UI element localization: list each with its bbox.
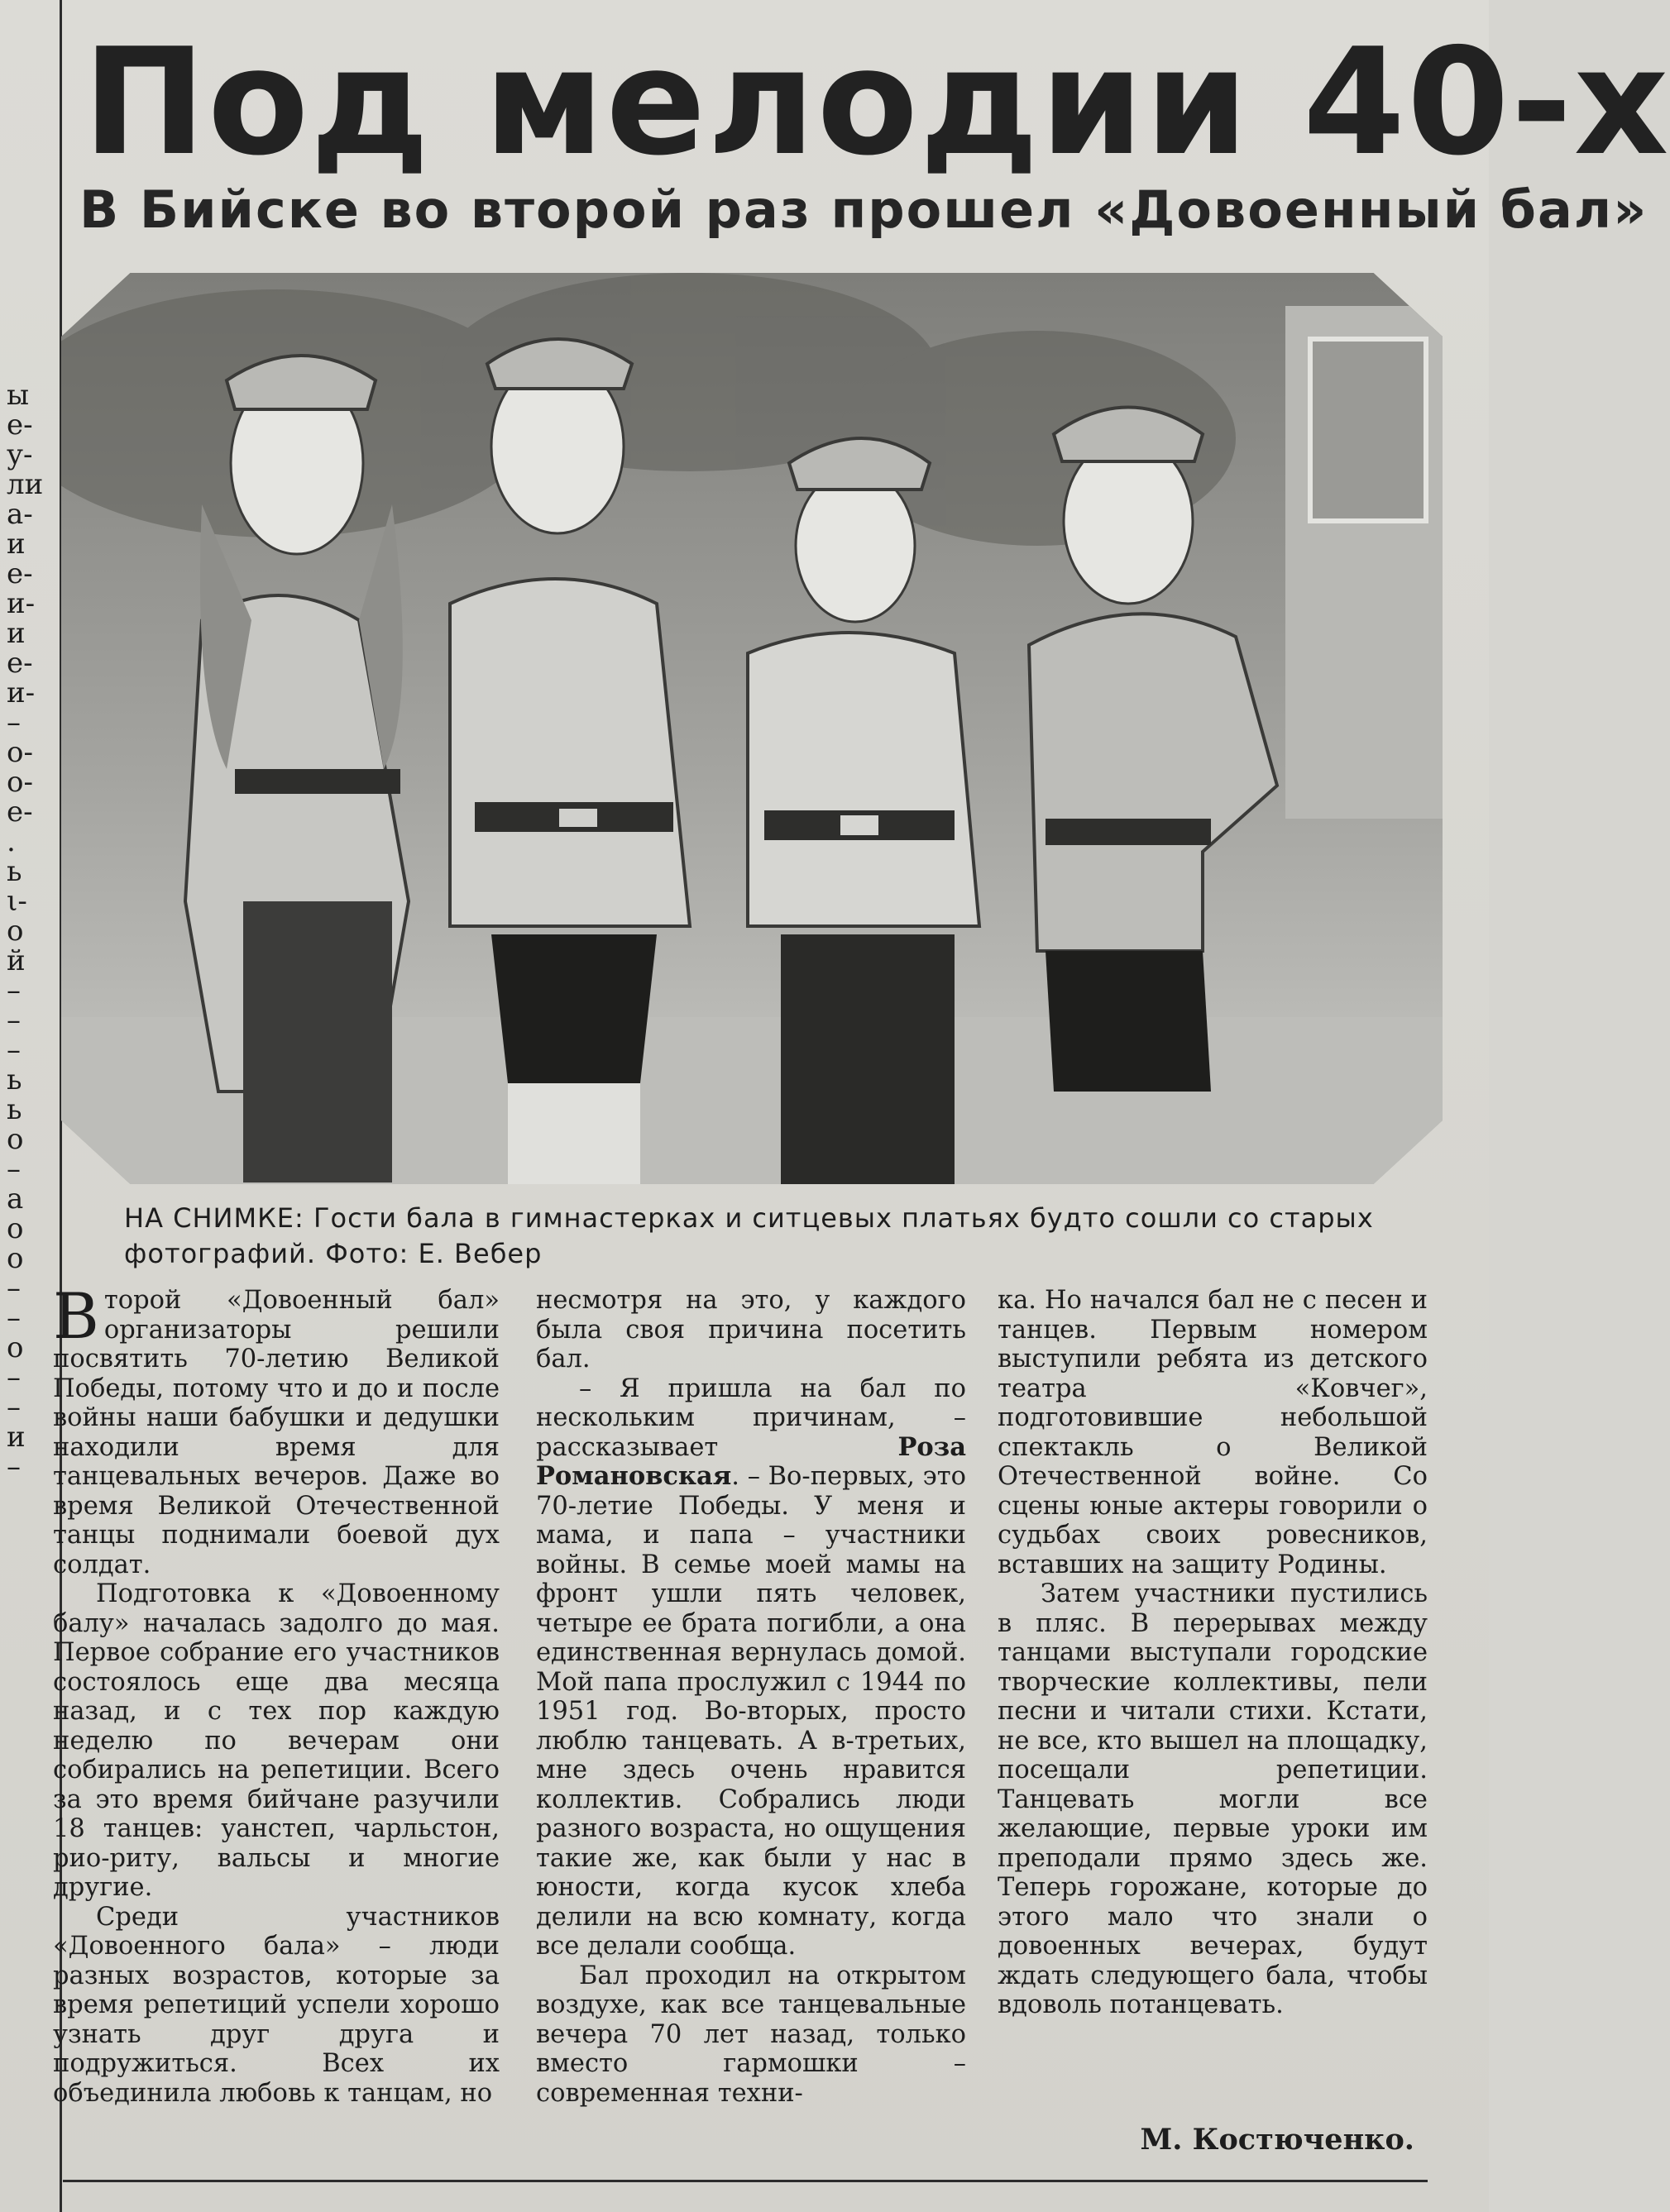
- article-column-3: [998, 1286, 1428, 2020]
- margin-fragment: о-: [7, 736, 33, 769]
- column-1-paragraph-1-text: торой «Довоенный бал» организаторы решили посвятить 70-летию Великой Победы, потому что и до и после войны наши бабушки и дедушки находили время для танцевальных вечеров. Даже во время Великой Отечественной танцы поднимали боевой дух солдат.: [53, 1286, 500, 1579]
- margin-fragment: –: [7, 706, 21, 739]
- margin-fragment: ь: [7, 1063, 22, 1096]
- column-2-paragraph-3: Бал проходил на открытом воздухе, как все танцевальные вечера 70 лет назад, только вместо гармошки – современная техни-: [536, 1961, 966, 2108]
- margin-fragment: й: [7, 944, 26, 977]
- margin-fragment: ι-: [7, 885, 27, 918]
- article-column-1: [53, 1279, 500, 2108]
- margin-fragment: ы: [7, 379, 30, 412]
- photo-four-women-in-uniform: [61, 273, 1443, 1184]
- quoted-person-name: Роза Романовская: [536, 1431, 966, 1491]
- margin-fragment: и: [7, 528, 26, 561]
- margin-fragment: и-: [7, 676, 36, 709]
- margin-fragment: –: [7, 974, 21, 1007]
- article-byline: М. Костюченко.: [1140, 2123, 1414, 2157]
- drop-cap: В: [53, 1279, 99, 1353]
- margin-fragment: и-: [7, 587, 36, 620]
- margin-fragment: е-: [7, 647, 33, 680]
- quote-text: . – Во-первых, это 70-летие Победы. У меня и мама, и папа – участники войны. В семье моей мамы на фронт ушли пять человек, четыре ее брата погибли, а она единственная вернулась домой. Мой папа прослужил с 1944 по 1951 год. Во-вторых, просто люблю танцевать. А в-третьих, мне здесь очень нравится коллектив. Собрались люди разного возраста, но ощущения такие же, как были у нас в юности, когда кусок хлеба делили на всю комнату, когда все делали сообща.: [536, 1462, 966, 1961]
- article-photo: [61, 273, 1443, 1184]
- margin-fragment: и: [7, 617, 26, 650]
- margin-fragment: –: [7, 1034, 21, 1067]
- margin-fragment: –: [7, 1272, 21, 1305]
- margin-fragment: а: [7, 1182, 24, 1216]
- column-2-paragraph-1: несмотря на это, у каждого была своя причина посетить бал.: [536, 1286, 966, 1374]
- quote-intro: – Я пришла на бал по нескольким причинам, – рассказывает: [536, 1374, 966, 1462]
- margin-fragment: .: [7, 825, 16, 858]
- column-3-paragraph-1: ка. Но начался бал не с песен и танцев. Первым номером выступили ребята из детского театра «Ковчег», подготовившие небольшой спектакль о Великой Отечественной войне. Со сцены юные актеры говорили о судьбах своих ровесников, вставших на защиту Родины.: [998, 1286, 1428, 1579]
- margin-fragment: е-: [7, 408, 33, 442]
- margin-fragment: –: [7, 1153, 21, 1186]
- margin-fragment: о: [7, 1123, 24, 1156]
- margin-fragment: ь: [7, 855, 22, 888]
- article-subheadline: В Бийске во второй раз прошел «Довоенный бал»: [79, 179, 1648, 240]
- column-1-paragraph-1: [53, 1279, 500, 1579]
- margin-fragment: –: [7, 1450, 21, 1483]
- margin-fragment: о: [7, 1331, 24, 1364]
- margin-fragment: и: [7, 1421, 26, 1454]
- column-2-paragraph-2: [536, 1374, 966, 1961]
- article-column-2: [536, 1286, 966, 2108]
- margin-fragment: ли: [7, 468, 44, 501]
- margin-fragment: а-: [7, 498, 33, 531]
- column-1-paragraph-2: Подготовка к «Довоенному балу» началась задолго до мая. Первое собрание его участников состоялось еще два месяца назад, и с тех пор каждую неделю по вечерам они собирались на репетиции. Всего за это время бийчане разучили 18 танцев: уанстеп, чарльстон, рио-риту, вальсы и многие другие.: [53, 1579, 500, 1902]
- margin-fragment: ь: [7, 1093, 22, 1126]
- margin-fragment: –: [7, 1391, 21, 1424]
- bottom-rule: [63, 2180, 1428, 2182]
- margin-fragment: о: [7, 915, 24, 948]
- article-headline: Под мелодии 40-х: [83, 17, 1670, 188]
- column-1-paragraph-3: Среди участников «Довоенного бала» – люди разных возрастов, которые за время репетиций успели хорошо узнать друг друга и подружиться. Всех их объединила любовь к танцам, но: [53, 1902, 500, 2108]
- photo-caption: НА СНИМКЕ: Гости бала в гимнастерках и ситцевых платьях будто сошли со старых фотографий. Фото: Е. Вебер: [124, 1202, 1374, 1269]
- margin-fragment: –: [7, 1004, 21, 1037]
- margin-fragment: е-: [7, 557, 33, 590]
- column-3-paragraph-2: Затем участники пустились в пляс. В перерывах между танцами выступали городские творческие коллективы, пели песни и читали стихи. Кстати, не все, кто вышел на площадку, посещали репетиции. Танцевать могли все желающие, первые уроки им преподали прямо здесь же. Теперь горожане, которые до этого мало что знали о довоенных вечерах, будут ждать следующего бала, чтобы вдоволь потанцевать.: [998, 1579, 1428, 2019]
- margin-fragment: о: [7, 1242, 24, 1275]
- margin-fragment: у-: [7, 438, 33, 471]
- margin-fragment: е-: [7, 795, 33, 829]
- adjacent-column-fragment: [0, 0, 56, 2212]
- margin-fragment: о-: [7, 766, 33, 799]
- margin-fragment: –: [7, 1361, 21, 1394]
- margin-fragment: о: [7, 1212, 24, 1245]
- margin-fragment: –: [7, 1302, 21, 1335]
